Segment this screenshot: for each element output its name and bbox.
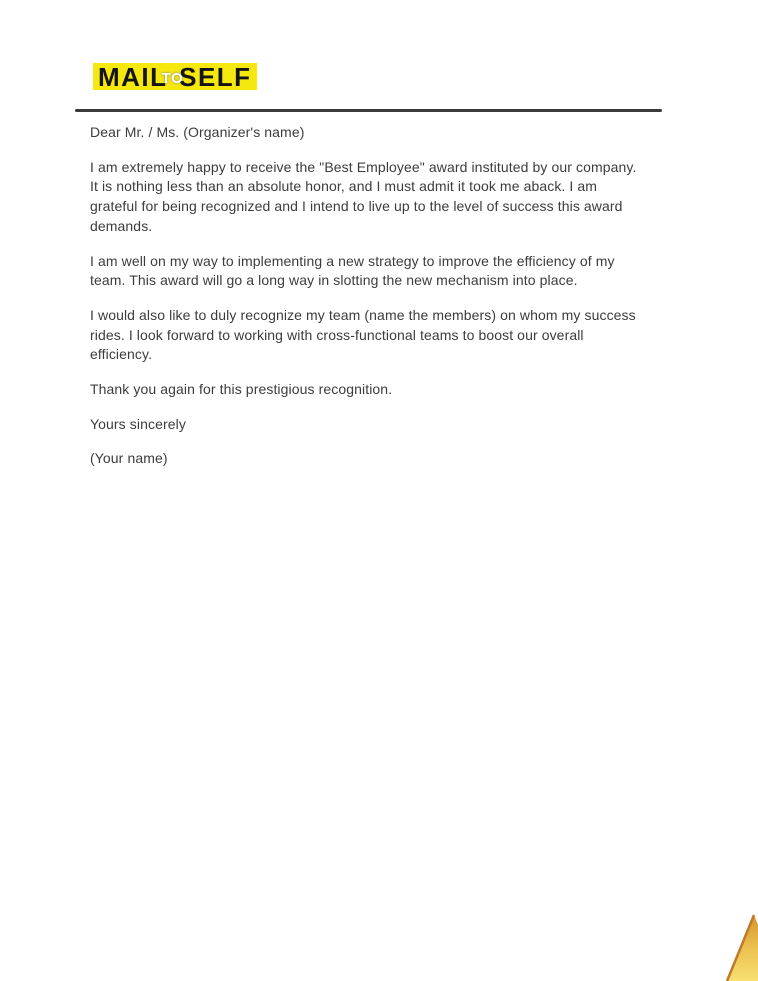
salutation: Dear Mr. / Ms. (Organizer's name) — [90, 124, 305, 140]
letter-paragraph — [90, 380, 668, 400]
header-divider — [75, 109, 662, 112]
letter-paragraph — [90, 306, 668, 365]
letter-line: grateful for being recognized and I intend to live up to the level of success this award — [90, 198, 623, 215]
letter-line: Thank you again for this prestigious recognition. — [90, 381, 393, 398]
letter-line: I would also like to duly recognize my team (name the members) on whom my success — [90, 306, 636, 323]
logo-word-mail: MAIL — [98, 61, 168, 92]
signature-placeholder: (Your name) — [90, 450, 168, 467]
letter-paragraph — [90, 158, 668, 237]
letter-body — [90, 123, 668, 484]
logo-word-to: TO — [161, 70, 184, 87]
corner-ribbon-decoration — [726, 911, 758, 981]
letter-line: I am well on my way to implementing a new strategy to improve the efficiency of my — [90, 252, 615, 269]
letter-line: efficiency. — [90, 346, 153, 363]
letter-line: rides. I look forward to working with cross-functional teams to boost our overall — [90, 326, 584, 343]
closing: Yours sincerely — [90, 415, 186, 432]
letter-line: It is nothing less than an absolute honor, and I must admit it took me aback. I am — [90, 178, 598, 195]
logo-word-self: SELF — [179, 61, 252, 92]
letter-line: team. This award will go a long way in slotting the new mechanism into place. — [90, 272, 578, 289]
letter-line: demands. — [90, 217, 153, 234]
letter-line: I am extremely happy to receive the "Best Employee" award instituted by our company. — [90, 158, 637, 175]
letter-paragraph — [90, 252, 668, 291]
mailtoself-logo — [93, 63, 257, 90]
